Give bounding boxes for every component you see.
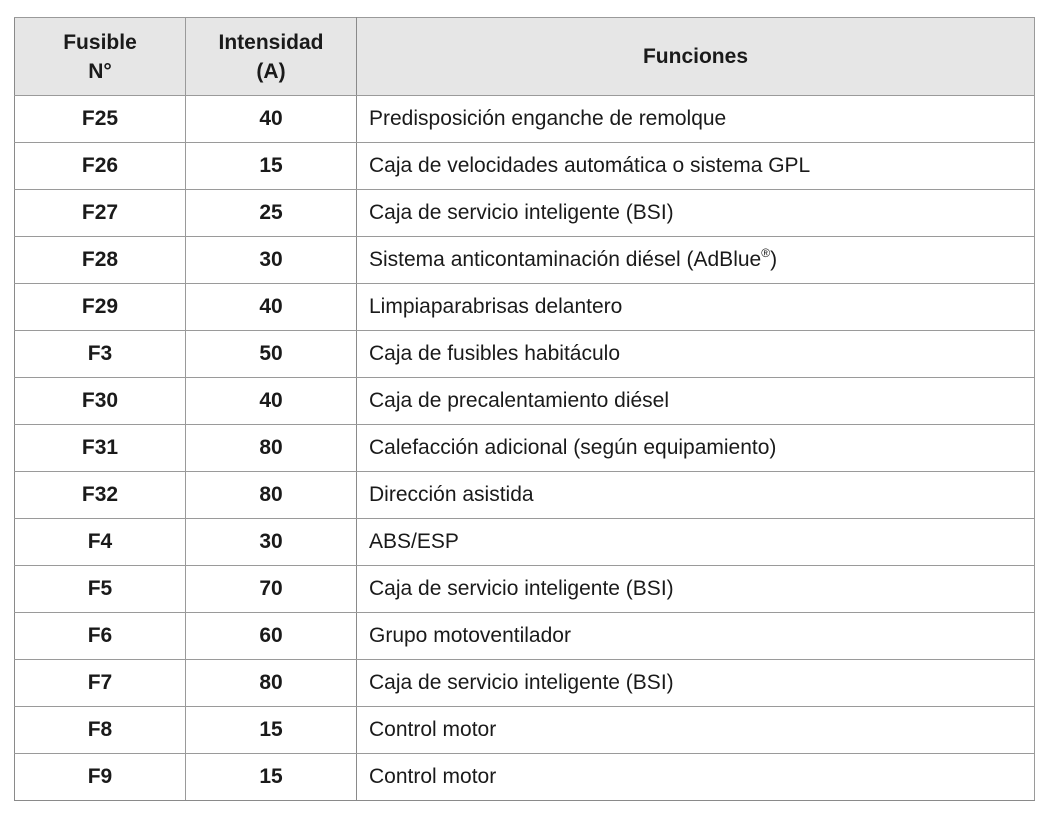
fuse-number-cell: F8 <box>15 707 186 754</box>
table-row <box>15 425 1035 472</box>
intensity-cell: 60 <box>186 613 357 660</box>
function-text: ABS/ESP <box>369 530 459 553</box>
function-text: Caja de servicio inteligente (BSI) <box>369 577 674 600</box>
function-text: Limpiaparabrisas delantero <box>369 295 623 318</box>
function-cell <box>357 190 1035 237</box>
header-row <box>15 18 1035 96</box>
fuse-number-cell: F4 <box>15 519 186 566</box>
intensity-cell: 40 <box>186 96 357 143</box>
header-amp-line1: Intensidad <box>218 30 324 54</box>
intensity-cell: 15 <box>186 754 357 801</box>
header-amp-line2: (A) <box>256 59 286 83</box>
fuse-table <box>14 17 1035 801</box>
intensity-cell: 80 <box>186 425 357 472</box>
table-row <box>15 519 1035 566</box>
function-cell <box>357 660 1035 707</box>
header-functions: Funciones <box>357 18 1035 96</box>
table-row <box>15 190 1035 237</box>
function-cell <box>357 613 1035 660</box>
table-row <box>15 613 1035 660</box>
fuse-number-cell: F32 <box>15 472 186 519</box>
fuse-number-cell: F5 <box>15 566 186 613</box>
function-text: Caja de precalentamiento diésel <box>369 389 670 412</box>
table-row <box>15 284 1035 331</box>
fuse-number-cell: F30 <box>15 378 186 425</box>
function-cell <box>357 707 1035 754</box>
table-body <box>15 96 1035 801</box>
function-text: Caja de servicio inteligente (BSI) <box>369 671 674 694</box>
fuse-number-cell: F6 <box>15 613 186 660</box>
registered-trademark-mark: ® <box>761 246 771 260</box>
function-cell <box>357 566 1035 613</box>
function-cell <box>357 284 1035 331</box>
intensity-cell: 50 <box>186 331 357 378</box>
intensity-cell: 40 <box>186 378 357 425</box>
fuse-number-cell: F3 <box>15 331 186 378</box>
table-row <box>15 754 1035 801</box>
function-cell <box>357 143 1035 190</box>
header-fuse-number <box>15 18 186 96</box>
intensity-cell: 30 <box>186 237 357 284</box>
fuse-number-cell: F25 <box>15 96 186 143</box>
table-row <box>15 472 1035 519</box>
intensity-cell: 15 <box>186 143 357 190</box>
function-text: Grupo motoventilador <box>369 624 571 647</box>
fuse-number-cell: F31 <box>15 425 186 472</box>
function-text: Dirección asistida <box>369 483 534 506</box>
fuse-number-cell: F26 <box>15 143 186 190</box>
table-header <box>15 18 1035 96</box>
function-text: Predisposición enganche de remolque <box>369 107 727 130</box>
function-text: Caja de servicio inteligente (BSI) <box>369 201 674 224</box>
function-text: Caja de fusibles habitáculo <box>369 342 620 365</box>
intensity-cell: 40 <box>186 284 357 331</box>
fuse-number-cell: F7 <box>15 660 186 707</box>
function-cell <box>357 96 1035 143</box>
header-intensity <box>186 18 357 96</box>
header-fuse-line1: Fusible <box>63 30 137 54</box>
function-cell <box>357 472 1035 519</box>
function-cell <box>357 425 1035 472</box>
function-text: Sistema anticontaminación diésel (AdBlue <box>369 248 762 271</box>
function-text: Control motor <box>369 718 497 741</box>
function-cell <box>357 754 1035 801</box>
function-text: Control motor <box>369 765 497 788</box>
table-row <box>15 378 1035 425</box>
intensity-cell: 80 <box>186 472 357 519</box>
fuse-table-container <box>14 17 1034 801</box>
intensity-cell: 30 <box>186 519 357 566</box>
fuse-number-cell: F27 <box>15 190 186 237</box>
table-row <box>15 566 1035 613</box>
function-cell <box>357 237 1035 284</box>
fuse-number-cell: F28 <box>15 237 186 284</box>
function-text: Caja de velocidades automática o sistema GPL <box>369 154 811 177</box>
table-row <box>15 331 1035 378</box>
header-fuse-line2: N° <box>88 59 112 83</box>
table-row <box>15 237 1035 284</box>
table-row <box>15 707 1035 754</box>
intensity-cell: 80 <box>186 660 357 707</box>
intensity-cell: 70 <box>186 566 357 613</box>
fuse-number-cell: F9 <box>15 754 186 801</box>
table-row <box>15 660 1035 707</box>
function-cell <box>357 378 1035 425</box>
function-cell <box>357 519 1035 566</box>
fuse-number-cell: F29 <box>15 284 186 331</box>
function-text-tail: ) <box>770 248 778 271</box>
table-row <box>15 96 1035 143</box>
intensity-cell: 15 <box>186 707 357 754</box>
function-cell <box>357 331 1035 378</box>
table-row <box>15 143 1035 190</box>
function-text: Calefacción adicional (según equipamiento) <box>369 436 777 459</box>
intensity-cell: 25 <box>186 190 357 237</box>
